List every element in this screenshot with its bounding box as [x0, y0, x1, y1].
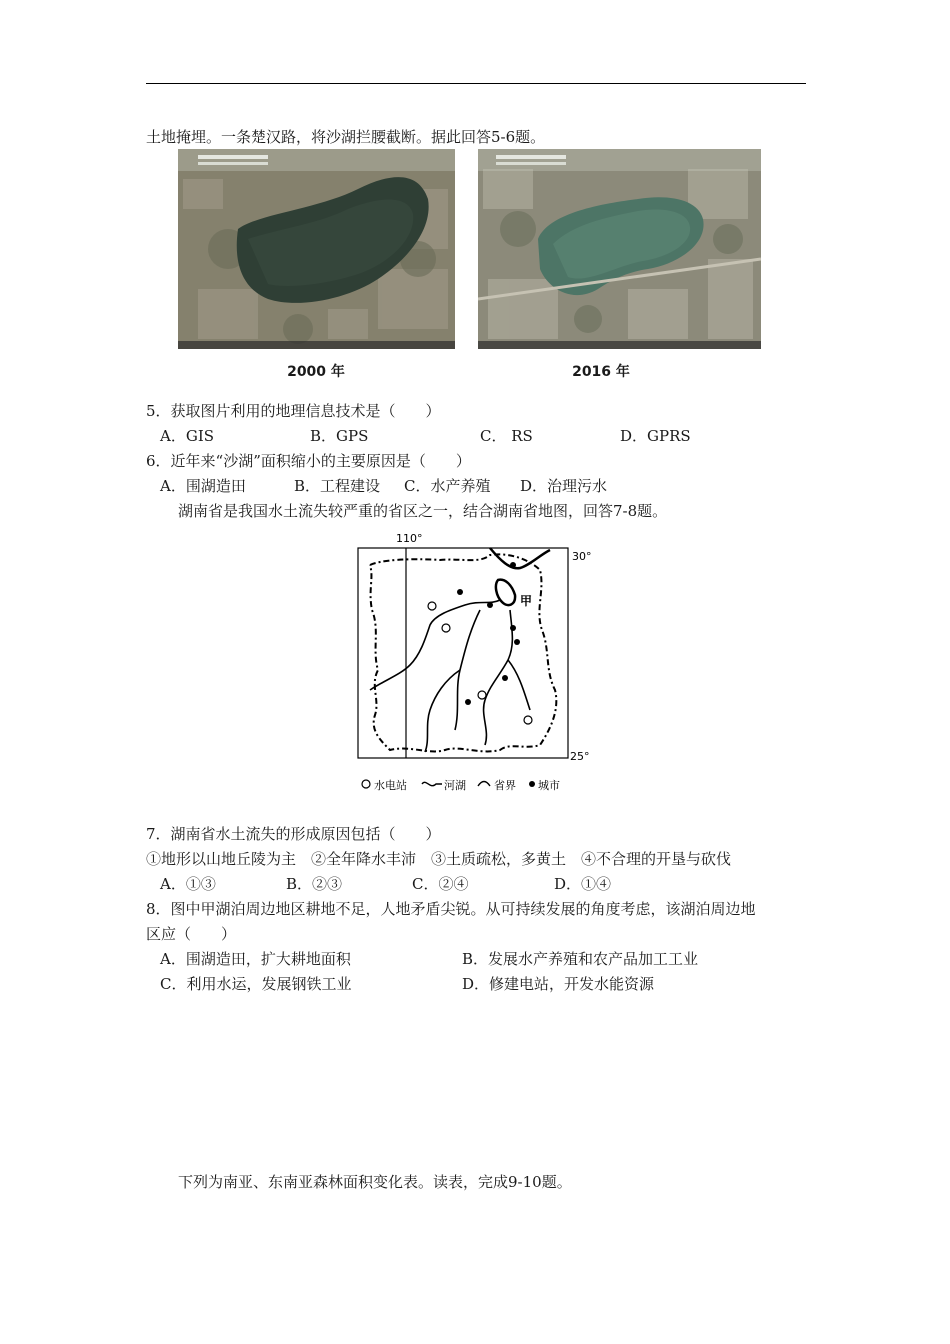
q5-option-b: B．GPS — [310, 427, 369, 445]
q8-stem-line2: 区应（ ） — [146, 925, 237, 943]
q6-stem: 6．近年来“沙湖”面积缩小的主要原因是（ ） — [146, 452, 471, 470]
legend-hydro: 水电站 — [374, 779, 407, 792]
intro-9-10: 下列为南亚、东南亚森林面积变化表。读表，完成9-10题。 — [178, 1173, 572, 1191]
q7-option-b: B．②③ — [286, 875, 343, 893]
hunan-map — [350, 530, 600, 798]
q7-stem: 7．湖南省水土流失的形成原因包括（ ） — [146, 825, 441, 843]
q8-option-d: D．修建电站，开发水能资源 — [462, 975, 655, 993]
q5-stem: 5．获取图片利用的地理信息技术是（ ） — [146, 402, 441, 420]
q7-option-a: A．①③ — [160, 875, 216, 893]
map-place-label: 甲 — [520, 594, 533, 608]
intro-line: 土地掩埋。一条楚汉路，将沙湖拦腰截断。据此回答5-6题。 — [146, 128, 546, 146]
legend-city: 城市 — [538, 779, 560, 792]
satellite-image-2016 — [478, 149, 761, 349]
map-lat-top: 30° — [572, 550, 592, 563]
caption-2016: 2016 年 — [572, 364, 630, 380]
q8-option-b: B．发展水产养殖和农产品加工工业 — [462, 950, 699, 968]
q8-option-c: C．利用水运，发展钢铁工业 — [160, 975, 352, 993]
satellite-image-2000 — [178, 149, 455, 349]
q6-option-d: D．治理污水 — [520, 477, 608, 495]
q8-stem-line1: 8．图中甲湖泊周边地区耕地不足，人地矛盾尖锐。从可持续发展的角度考虑，该湖泊周边地 — [146, 900, 756, 918]
legend-border: 省界 — [494, 779, 516, 792]
map-lon-label: 110° — [396, 532, 423, 545]
q6-option-b: B．工程建设 — [294, 477, 381, 495]
q5-option-d: D．GPRS — [620, 427, 691, 445]
q5-option-a: A．GIS — [160, 427, 215, 445]
legend-river: 河湖 — [444, 779, 466, 792]
q5-option-c: C． RS — [480, 427, 533, 445]
map-lat-bottom: 25° — [570, 750, 590, 763]
intro-7-8: 湖南省是我国水土流失较严重的省区之一，结合湖南省地图，回答7-8题。 — [178, 502, 668, 520]
q7-option-d: D．①④ — [554, 875, 612, 893]
q7-option-c: C．②④ — [412, 875, 469, 893]
q7-statements: ①地形以山地丘陵为主 ②全年降水丰沛 ③土质疏松，多黄土 ④不合理的开垦与砍伐 — [146, 850, 732, 868]
q6-option-c: C．水产养殖 — [404, 477, 491, 495]
caption-2000: 2000 年 — [287, 364, 345, 380]
q8-option-a: A．围湖造田，扩大耕地面积 — [160, 950, 351, 968]
header-rule — [146, 83, 806, 84]
q6-option-a: A．围湖造田 — [160, 477, 246, 495]
